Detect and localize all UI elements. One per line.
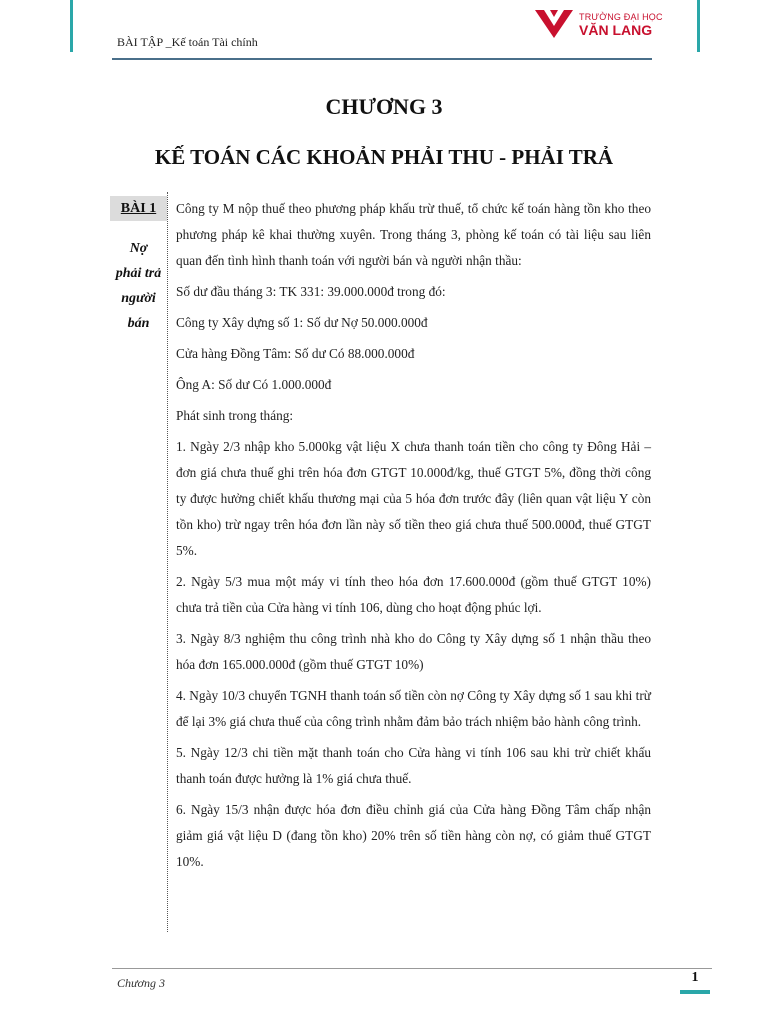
balance-line: Cửa hàng Đồng Tâm: Số dư Có 88.000.000đ: [176, 346, 415, 361]
transaction-item: 5. Ngày 12/3 chi tiền mặt thanh toán cho Cửa hàng vi tính 106 sau khi trừ chiết khấu thanh toán được hưởng là 1% giá chưa thuế.: [176, 745, 651, 786]
intro-paragraph: Công ty M nộp thuế theo phương pháp khấu trừ thuế, tổ chức kế toán hàng tồn kho theo phương pháp kê khai thường xuyên. Trong tháng 3, phòng kế toán có tài liệu sau liên quan đến tình hình thanh toán với người bán và người nhận thầu:: [176, 201, 651, 268]
page-number-accent: [680, 990, 710, 994]
header-divider: [112, 58, 652, 60]
page-number: 1: [691, 970, 699, 985]
lesson-label: BÀI 1: [110, 196, 167, 221]
university-logo: [533, 4, 693, 44]
left-header-accent-bar: [70, 0, 73, 52]
lesson-topic-line: Nợ: [129, 241, 148, 256]
transaction-item: 4. Ngày 10/3 chuyển TGNH thanh toán số tiền còn nợ Công ty Xây dựng số 1 sau khi trừ để lại 3% giá chưa thuế của công trình nhằm đảm bảo trách nhiệm bảo hành công trình.: [176, 688, 651, 729]
opening-balance: Số dư đầu tháng 3: TK 331: 39.000.000đ trong đó:: [176, 284, 446, 299]
balance-line: Ông A: Số dư Có 1.000.000đ: [176, 377, 332, 392]
balance-line: Công ty Xây dựng số 1: Số dư Nợ 50.000.000đ: [176, 315, 428, 330]
lesson-topic-line: người: [121, 291, 156, 306]
logo-emblem-icon: [533, 4, 575, 42]
lesson-topic: [108, 236, 169, 336]
chapter-title: KẾ TOÁN CÁC KHOẢN PHẢI THU - PHẢI TRẢ: [154, 145, 614, 169]
logo-top-text: TRƯỜNG ĐẠI HỌC: [579, 12, 663, 22]
footer-chapter-label: Chương 3: [117, 976, 165, 990]
column-divider: [167, 192, 168, 932]
right-header-accent-bar: [697, 0, 700, 52]
transaction-item: 3. Ngày 8/3 nghiệm thu công trình nhà kho do Công ty Xây dựng số 1 nhận thầu theo hóa đơn 165.000.000đ (gồm thuế GTGT 10%): [176, 631, 651, 672]
transaction-item: 2. Ngày 5/3 mua một máy vi tính theo hóa đơn 17.600.000đ (gồm thuế GTGT 10%) chưa trả tiền của Cửa hàng vi tính 106, dùng cho hoạt động phúc lợi.: [176, 574, 651, 615]
transactions-heading: Phát sinh trong tháng:: [176, 408, 294, 423]
header-title: BÀI TẬP _Kế toán Tài chính: [117, 35, 258, 49]
logo-name: VĂN LANG: [579, 22, 653, 38]
footer-divider: [112, 968, 712, 969]
lesson-topic-line: phải trả: [115, 266, 162, 281]
transaction-item: 6. Ngày 15/3 nhận được hóa đơn điều chỉnh giá của Cửa hàng Đồng Tâm chấp nhận giảm giá vật liệu D (đang tồn kho) 20% trên số tiền hàng còn nợ, có giảm thuế GTGT 10%.: [176, 802, 651, 869]
lesson-topic-line: bán: [127, 316, 150, 331]
exercise-content: [176, 196, 651, 880]
chapter-number: CHƯƠNG 3: [325, 94, 443, 119]
transaction-item: 1. Ngày 2/3 nhập kho 5.000kg vật liệu X chưa thanh toán tiền cho công ty Đông Hải – đơn giá chưa thuế ghi trên hóa đơn GTGT 10.000đ/kg, thuế GTGT 5%, đồng thời công ty được hưởng chiết khấu thương mại của 5 hóa đơn trước đây (liên quan vật liệu Y còn tồn kho) trừ ngay trên hóa đơn lần này số tiền theo giá chưa thuế 500.000đ, thuế GTGT 5%.: [176, 439, 651, 558]
